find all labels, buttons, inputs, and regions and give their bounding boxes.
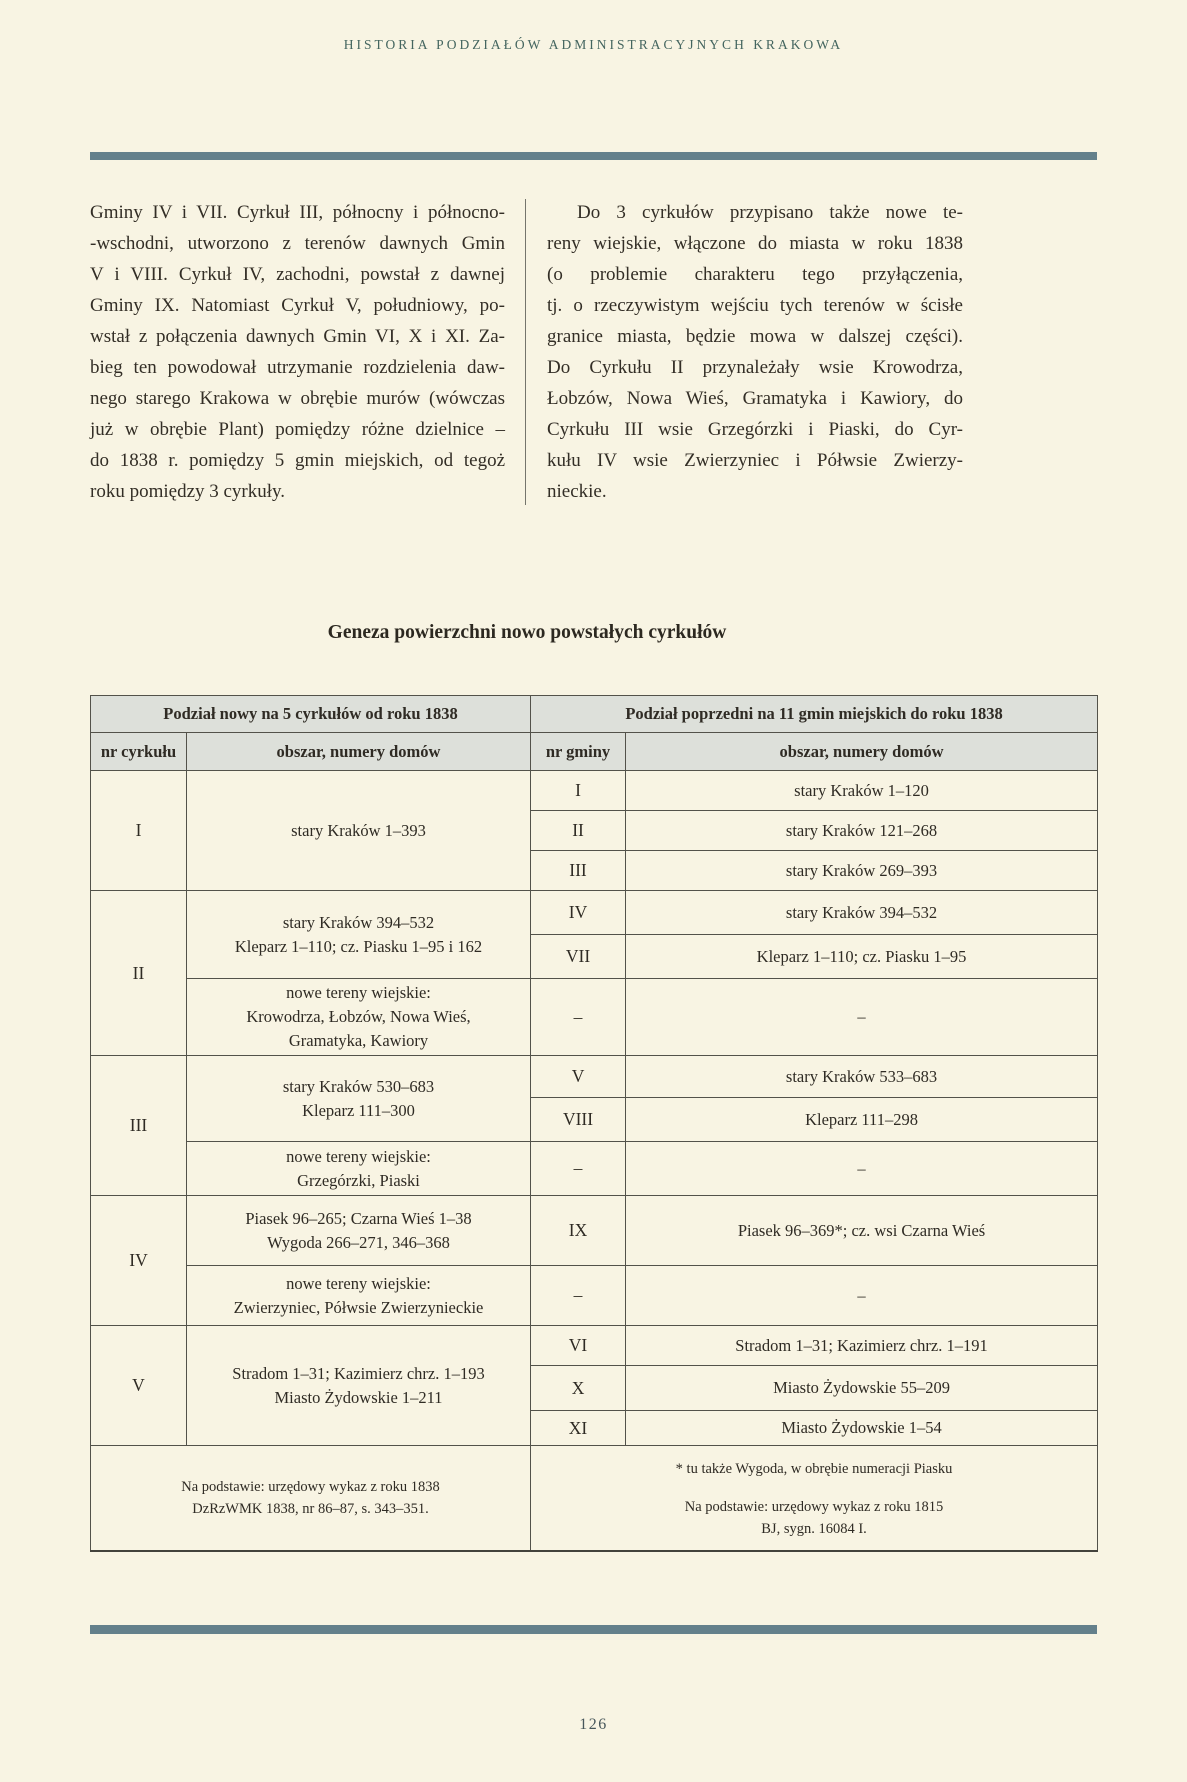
table-row xyxy=(91,1326,1098,1366)
text-line: Łobzów, Nowa Wieś, Gramatyka i Kawiory, do xyxy=(547,388,963,409)
right-text-column xyxy=(547,197,963,507)
text-line: V i VIII. Cyrkuł IV, zachodni, powstał z dawnej xyxy=(90,264,505,285)
gmina-number-cell: IV xyxy=(531,891,626,935)
cell-line: Krowodrza, Łobzów, Nowa Wieś, xyxy=(246,1007,471,1026)
text-line: roku pomiędzy 3 cyrkuły. xyxy=(90,481,286,502)
cell-line: Kleparz 111–300 xyxy=(302,1100,415,1120)
gmina-number-cell: – xyxy=(531,1266,626,1326)
table-row xyxy=(91,1196,1098,1266)
cyrkul-number-cell: V xyxy=(91,1326,187,1446)
cell-line: Miasto Żydowskie 1–211 xyxy=(274,1387,443,1407)
gmina-area-cell: Miasto Żydowskie 55–209 xyxy=(626,1366,1098,1411)
gmina-number-cell: X xyxy=(531,1366,626,1411)
top-rule xyxy=(90,152,1097,160)
table-row xyxy=(91,979,1098,1056)
gmina-number-cell: I xyxy=(531,771,626,811)
cell-line: nowe tereny wiejskie: xyxy=(286,1146,431,1166)
cyrkul-number-cell: II xyxy=(91,891,187,1056)
gmina-area-cell: Kleparz 1–110; cz. Piasku 1–95 xyxy=(626,935,1098,979)
table-row xyxy=(91,771,1098,811)
column-divider xyxy=(525,199,526,505)
gmina-area-cell: stary Kraków 121–268 xyxy=(626,811,1098,851)
text-line: Cyrkułu III wsie Grzegórzki i Piaski, do Cyr- xyxy=(547,419,963,440)
cell-line: Piasek 96–265; Czarna Wieś 1–38 xyxy=(245,1208,472,1228)
group-header-old: Podział poprzedni na 11 gmin miejskich do roku 1838 xyxy=(531,696,1098,733)
cyrkul-number-cell: IV xyxy=(91,1196,187,1326)
bottom-rule xyxy=(90,1625,1097,1634)
gmina-area-cell: stary Kraków 269–393 xyxy=(626,851,1098,891)
footnote-line: Na podstawie: urzędowy wykaz z roku 1815 xyxy=(684,1499,944,1515)
group-header-row xyxy=(91,696,1098,733)
gmina-area-cell: Kleparz 111–298 xyxy=(626,1098,1098,1142)
text-line: granice miasta, będzie mowa w dalszej części). xyxy=(547,326,963,347)
table-header xyxy=(91,696,1098,771)
cyrkul-area-cell xyxy=(187,771,531,891)
text-line: Gminy IX. Natomiast Cyrkuł V, południowy, po- xyxy=(90,295,505,316)
cell-line: stary Kraków 1–393 xyxy=(291,820,426,840)
table-body xyxy=(91,771,1098,1446)
text-line: Do Cyrkułu II przynależały wsie Krowodrza, xyxy=(547,357,963,378)
text-line: reny wiejskie, włączone do miasta w roku 1838 xyxy=(547,233,963,254)
gmina-area-cell: stary Kraków 1–120 xyxy=(626,771,1098,811)
cell-line: Wygoda 266–271, 346–368 xyxy=(267,1232,450,1252)
gmina-number-cell: – xyxy=(531,979,626,1056)
gmina-number-cell: VI xyxy=(531,1326,626,1366)
text-line: już w obrębie Plant) pomiędzy różne dzielnice – xyxy=(90,419,505,440)
gmina-number-cell: II xyxy=(531,811,626,851)
col-header-nr-gminy: nr gminy xyxy=(531,733,626,771)
cell-line: Stradom 1–31; Kazimierz chrz. 1–193 xyxy=(232,1363,485,1383)
running-header: HISTORIA PODZIAŁÓW ADMINISTRACYJNYCH KRAKOWA xyxy=(343,37,844,52)
table-footnotes xyxy=(91,1446,1098,1552)
cell-line: nowe tereny wiejskie: xyxy=(286,1273,431,1293)
cell-line: stary Kraków 394–532 xyxy=(282,912,435,932)
cyrkul-area-cell xyxy=(187,1326,531,1446)
gmina-number-cell: VII xyxy=(531,935,626,979)
text-line: (o problemie charakteru tego przyłączenia, xyxy=(547,264,963,285)
gmina-area-cell: – xyxy=(626,1142,1098,1196)
text-line: kułu IV wsie Zwierzyniec i Półwsie Zwierzy- xyxy=(547,450,963,471)
page-number: 126 xyxy=(579,1716,608,1733)
cyrkul-area-cell xyxy=(187,1142,531,1196)
cyrkul-area-cell xyxy=(187,1196,531,1266)
table-row xyxy=(91,1056,1098,1098)
footnote-line: DzRzWMK 1838, nr 86–87, s. 343–351. xyxy=(192,1501,429,1517)
footnote-row xyxy=(91,1446,1098,1552)
cyrkul-area-cell xyxy=(187,979,531,1056)
gmina-number-cell: III xyxy=(531,851,626,891)
table-row xyxy=(91,1266,1098,1326)
gmina-area-cell: stary Kraków 394–532 xyxy=(626,891,1098,935)
body-text xyxy=(90,197,964,507)
text-line: Do 3 cyrkułów przypisano także nowe te- xyxy=(577,202,963,223)
footnote-left-source xyxy=(91,1446,531,1552)
cyrkul-number-cell: I xyxy=(91,771,187,891)
text-line: bieg ten powodował utrzymanie rozdzielenia daw- xyxy=(90,357,505,378)
table-row xyxy=(91,891,1098,935)
text-line: nego starego Krakowa w obrębie murów (wówczas xyxy=(90,388,505,409)
footnote-line: Na podstawie: urzędowy wykaz z roku 1838 xyxy=(181,1479,440,1495)
footnote-star-note: * tu także Wygoda, w obrębie numeracji Piasku xyxy=(675,1461,953,1477)
footnote-line: BJ, sygn. 16084 I. xyxy=(761,1521,867,1537)
cell-line: Zwierzyniec, Półwsie Zwierzynieckie xyxy=(233,1297,484,1317)
col-header-obszar-new: obszar, numery domów xyxy=(187,733,531,771)
cell-line: Kleparz 1–110; cz. Piasku 1–95 i 162 xyxy=(234,936,483,956)
footnote-spacer xyxy=(537,1480,1091,1496)
table-row xyxy=(91,1142,1098,1196)
text-line: Gminy IV i VII. Cyrkuł III, północny i północno- xyxy=(90,202,505,223)
gmina-area-cell: – xyxy=(626,1266,1098,1326)
left-text-column xyxy=(90,197,505,507)
cyrkul-number-cell: III xyxy=(91,1056,187,1196)
cyrkul-area-cell xyxy=(187,1266,531,1326)
cell-line: Grzegórzki, Piaski xyxy=(297,1170,420,1190)
cyrkul-area-cell xyxy=(187,891,531,979)
gmina-area-cell: Piasek 96–369*; cz. wsi Czarna Wieś xyxy=(626,1196,1098,1266)
text-line: do 1838 r. pomiędzy 5 gmin miejskich, od tegoż xyxy=(90,450,505,471)
column-header-row xyxy=(91,733,1098,771)
gmina-area-cell: Stradom 1–31; Kazimierz chrz. 1–191 xyxy=(626,1326,1098,1366)
text-line: nieckie. xyxy=(547,481,607,502)
gmina-number-cell: XI xyxy=(531,1411,626,1446)
text-line: -wschodni, utworzono z terenów dawnych Gmin xyxy=(90,233,505,254)
genesis-table xyxy=(90,695,1098,1552)
col-header-nr-cyrkulu: nr cyrkułu xyxy=(91,733,187,771)
cell-line: stary Kraków 530–683 xyxy=(282,1076,435,1096)
text-line: wstał z połączenia dawnych Gmin VI, X i XI. Za- xyxy=(90,326,505,347)
gmina-number-cell: VIII xyxy=(531,1098,626,1142)
gmina-area-cell: – xyxy=(626,979,1098,1056)
gmina-number-cell: V xyxy=(531,1056,626,1098)
group-header-new: Podział nowy na 5 cyrkułów od roku 1838 xyxy=(91,696,531,733)
text-line: tj. o rzeczywistym wejściu tych terenów w ścisłe xyxy=(547,295,963,316)
gmina-number-cell: IX xyxy=(531,1196,626,1266)
footnote-right-source xyxy=(531,1446,1098,1552)
table-caption: Geneza powierzchni nowo powstałych cyrkułów xyxy=(327,622,727,643)
cell-line: Gramatyka, Kawiory xyxy=(288,1031,429,1050)
col-header-obszar-old: obszar, numery domów xyxy=(626,733,1098,771)
gmina-area-cell: stary Kraków 533–683 xyxy=(626,1056,1098,1098)
gmina-number-cell: – xyxy=(531,1142,626,1196)
cell-line: nowe tereny wiejskie: xyxy=(286,983,431,1002)
gmina-area-cell: Miasto Żydowskie 1–54 xyxy=(626,1411,1098,1446)
cyrkul-area-cell xyxy=(187,1056,531,1142)
